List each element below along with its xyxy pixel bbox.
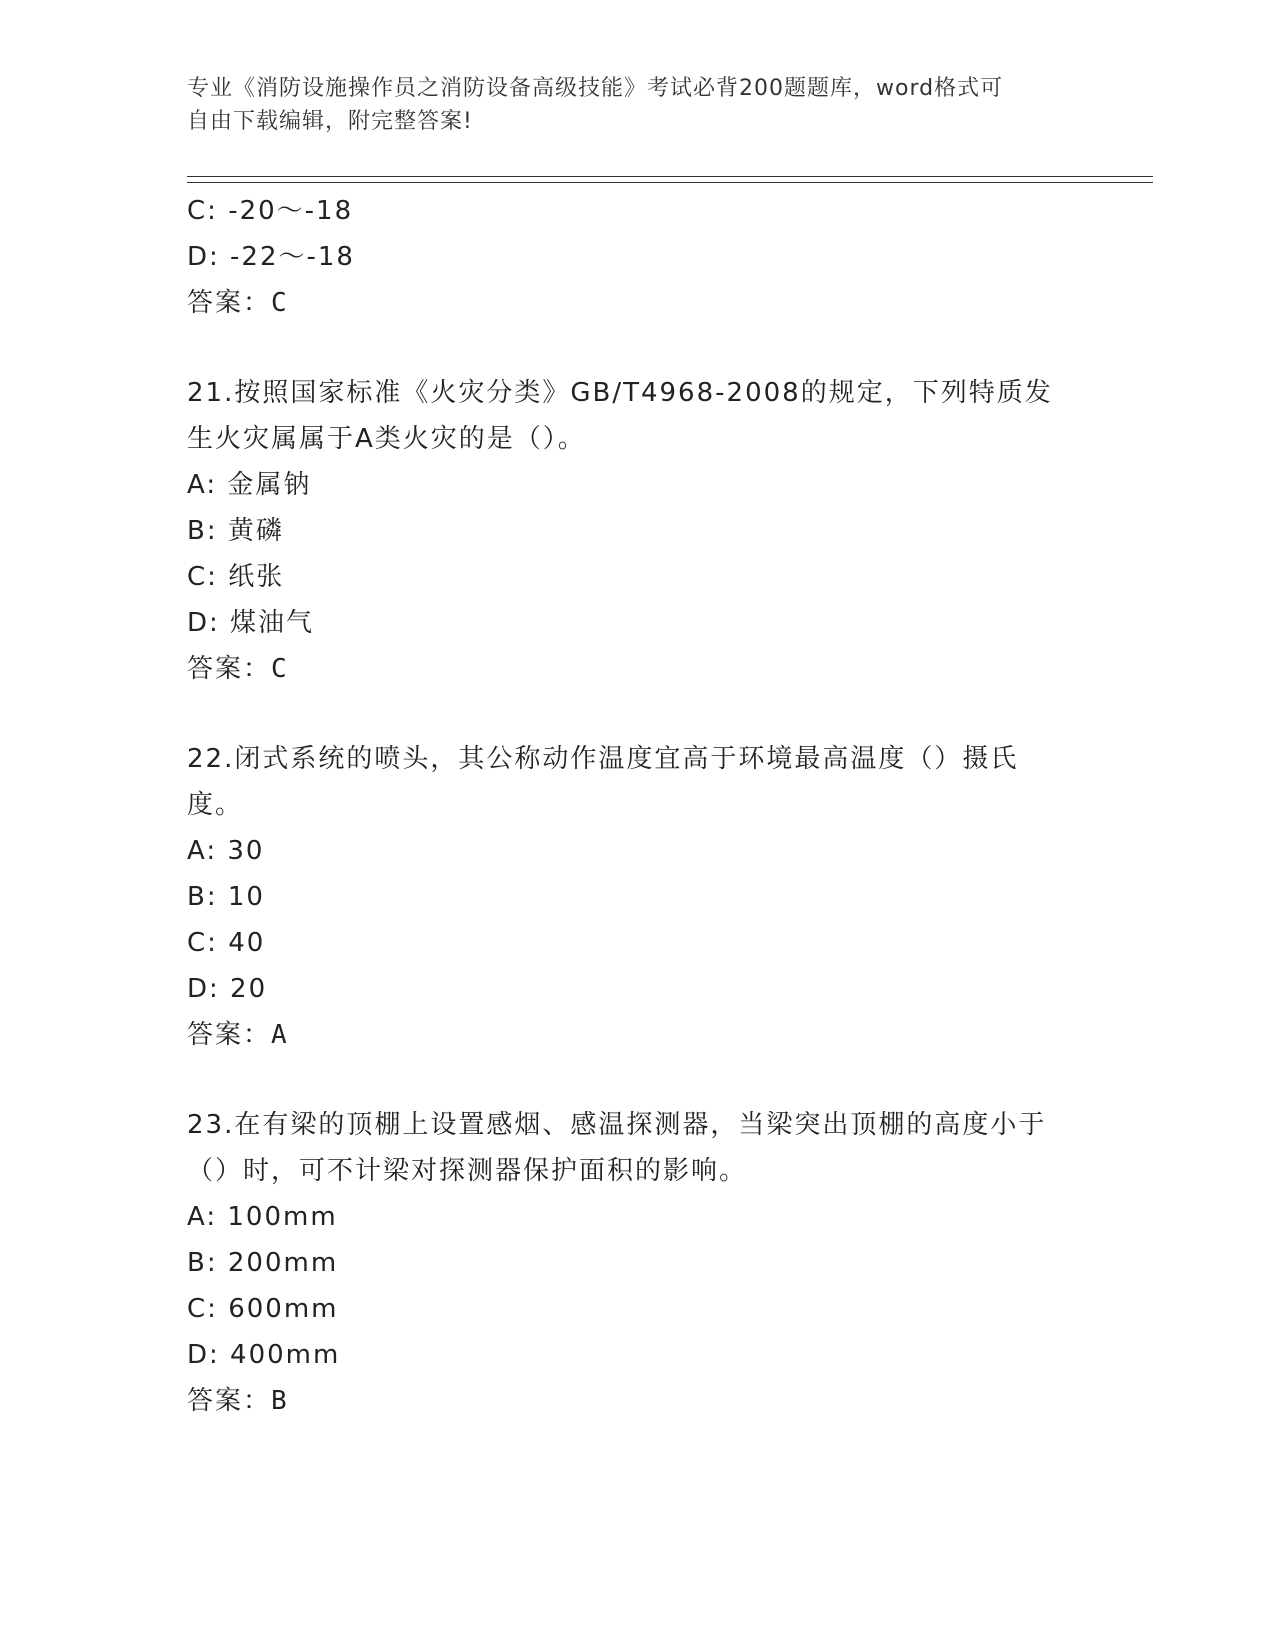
option-text: 600mm — [228, 1294, 339, 1324]
option-d — [187, 1332, 1087, 1378]
question-text: 22.闭式系统的喷头，其公称动作温度宜高于环境最高温度（）摄氏度。 — [187, 744, 1019, 820]
question-block — [187, 736, 1087, 1058]
question-block — [187, 1102, 1087, 1424]
option-key: A: — [187, 470, 218, 500]
option-b — [187, 1240, 1087, 1286]
option-text: 400mm — [230, 1340, 341, 1370]
option-key: B: — [187, 1248, 218, 1278]
header-line-1: 专业《消防设施操作员之消防设备高级技能》考试必背200题题库，word格式可 — [187, 76, 1004, 101]
answer-value: C — [271, 654, 289, 684]
option-text: 100mm — [227, 1202, 338, 1232]
option-text: 10 — [227, 882, 265, 912]
previous-question-tail — [187, 188, 1087, 326]
header-rule-top — [187, 176, 1153, 177]
option-c — [187, 554, 1087, 600]
option-text: 黄磷 — [227, 516, 284, 546]
option-text: -20～-18 — [228, 196, 354, 226]
option-key: B: — [187, 516, 218, 546]
answer-line — [187, 646, 1087, 692]
option-text: 40 — [228, 928, 266, 958]
option-a — [187, 828, 1087, 874]
answer-value: C — [271, 288, 289, 318]
option-b — [187, 508, 1087, 554]
option-key: C: — [187, 928, 218, 958]
option-key: A: — [187, 836, 218, 866]
question-block — [187, 370, 1087, 692]
option-d — [187, 600, 1087, 646]
option-text: 煤油气 — [230, 608, 315, 638]
answer-line — [187, 1378, 1087, 1424]
option-text: 30 — [227, 836, 265, 866]
answer-label: 答案： — [187, 654, 272, 684]
answer-value: A — [271, 1020, 289, 1050]
answer-label: 答案： — [187, 1386, 272, 1416]
option-key: D: — [187, 608, 220, 638]
option-d — [187, 234, 1087, 280]
answer-label: 答案： — [187, 1020, 272, 1050]
option-key: A: — [187, 1202, 218, 1232]
option-c — [187, 1286, 1087, 1332]
option-c — [187, 188, 1087, 234]
answer-value: B — [271, 1386, 289, 1416]
option-key: D: — [187, 974, 220, 1004]
option-d — [187, 966, 1087, 1012]
option-c — [187, 920, 1087, 966]
document-header — [187, 72, 1077, 138]
option-text: -22～-18 — [230, 242, 355, 272]
question-list — [187, 188, 1087, 1424]
option-text: 纸张 — [228, 562, 285, 592]
option-key: B: — [187, 882, 218, 912]
option-key: C: — [187, 196, 218, 226]
option-a — [187, 1194, 1087, 1240]
option-text: 200mm — [227, 1248, 339, 1278]
question-text: 23.在有梁的顶棚上设置感烟、感温探测器，当梁突出顶棚的高度小于（）时，可不计梁对探测器保护面积的影响。 — [187, 1110, 1047, 1186]
option-key: C: — [187, 562, 218, 592]
option-key: D: — [187, 1340, 220, 1370]
answer-label: 答案： — [187, 288, 272, 318]
option-b — [187, 874, 1087, 920]
option-key: C: — [187, 1294, 218, 1324]
answer-line — [187, 280, 1087, 326]
option-a — [187, 462, 1087, 508]
answer-line — [187, 1012, 1087, 1058]
header-line-2: 自由下载编辑，附完整答案! — [187, 109, 473, 134]
option-text: 20 — [230, 974, 268, 1004]
header-rule-bottom — [187, 182, 1153, 183]
option-text: 金属钠 — [227, 470, 312, 500]
question-text: 21.按照国家标准《火灾分类》GB/T4968-2008的规定，下列特质发生火灾属属于A类火灾的是（）。 — [187, 378, 1053, 454]
option-key: D: — [187, 242, 220, 272]
